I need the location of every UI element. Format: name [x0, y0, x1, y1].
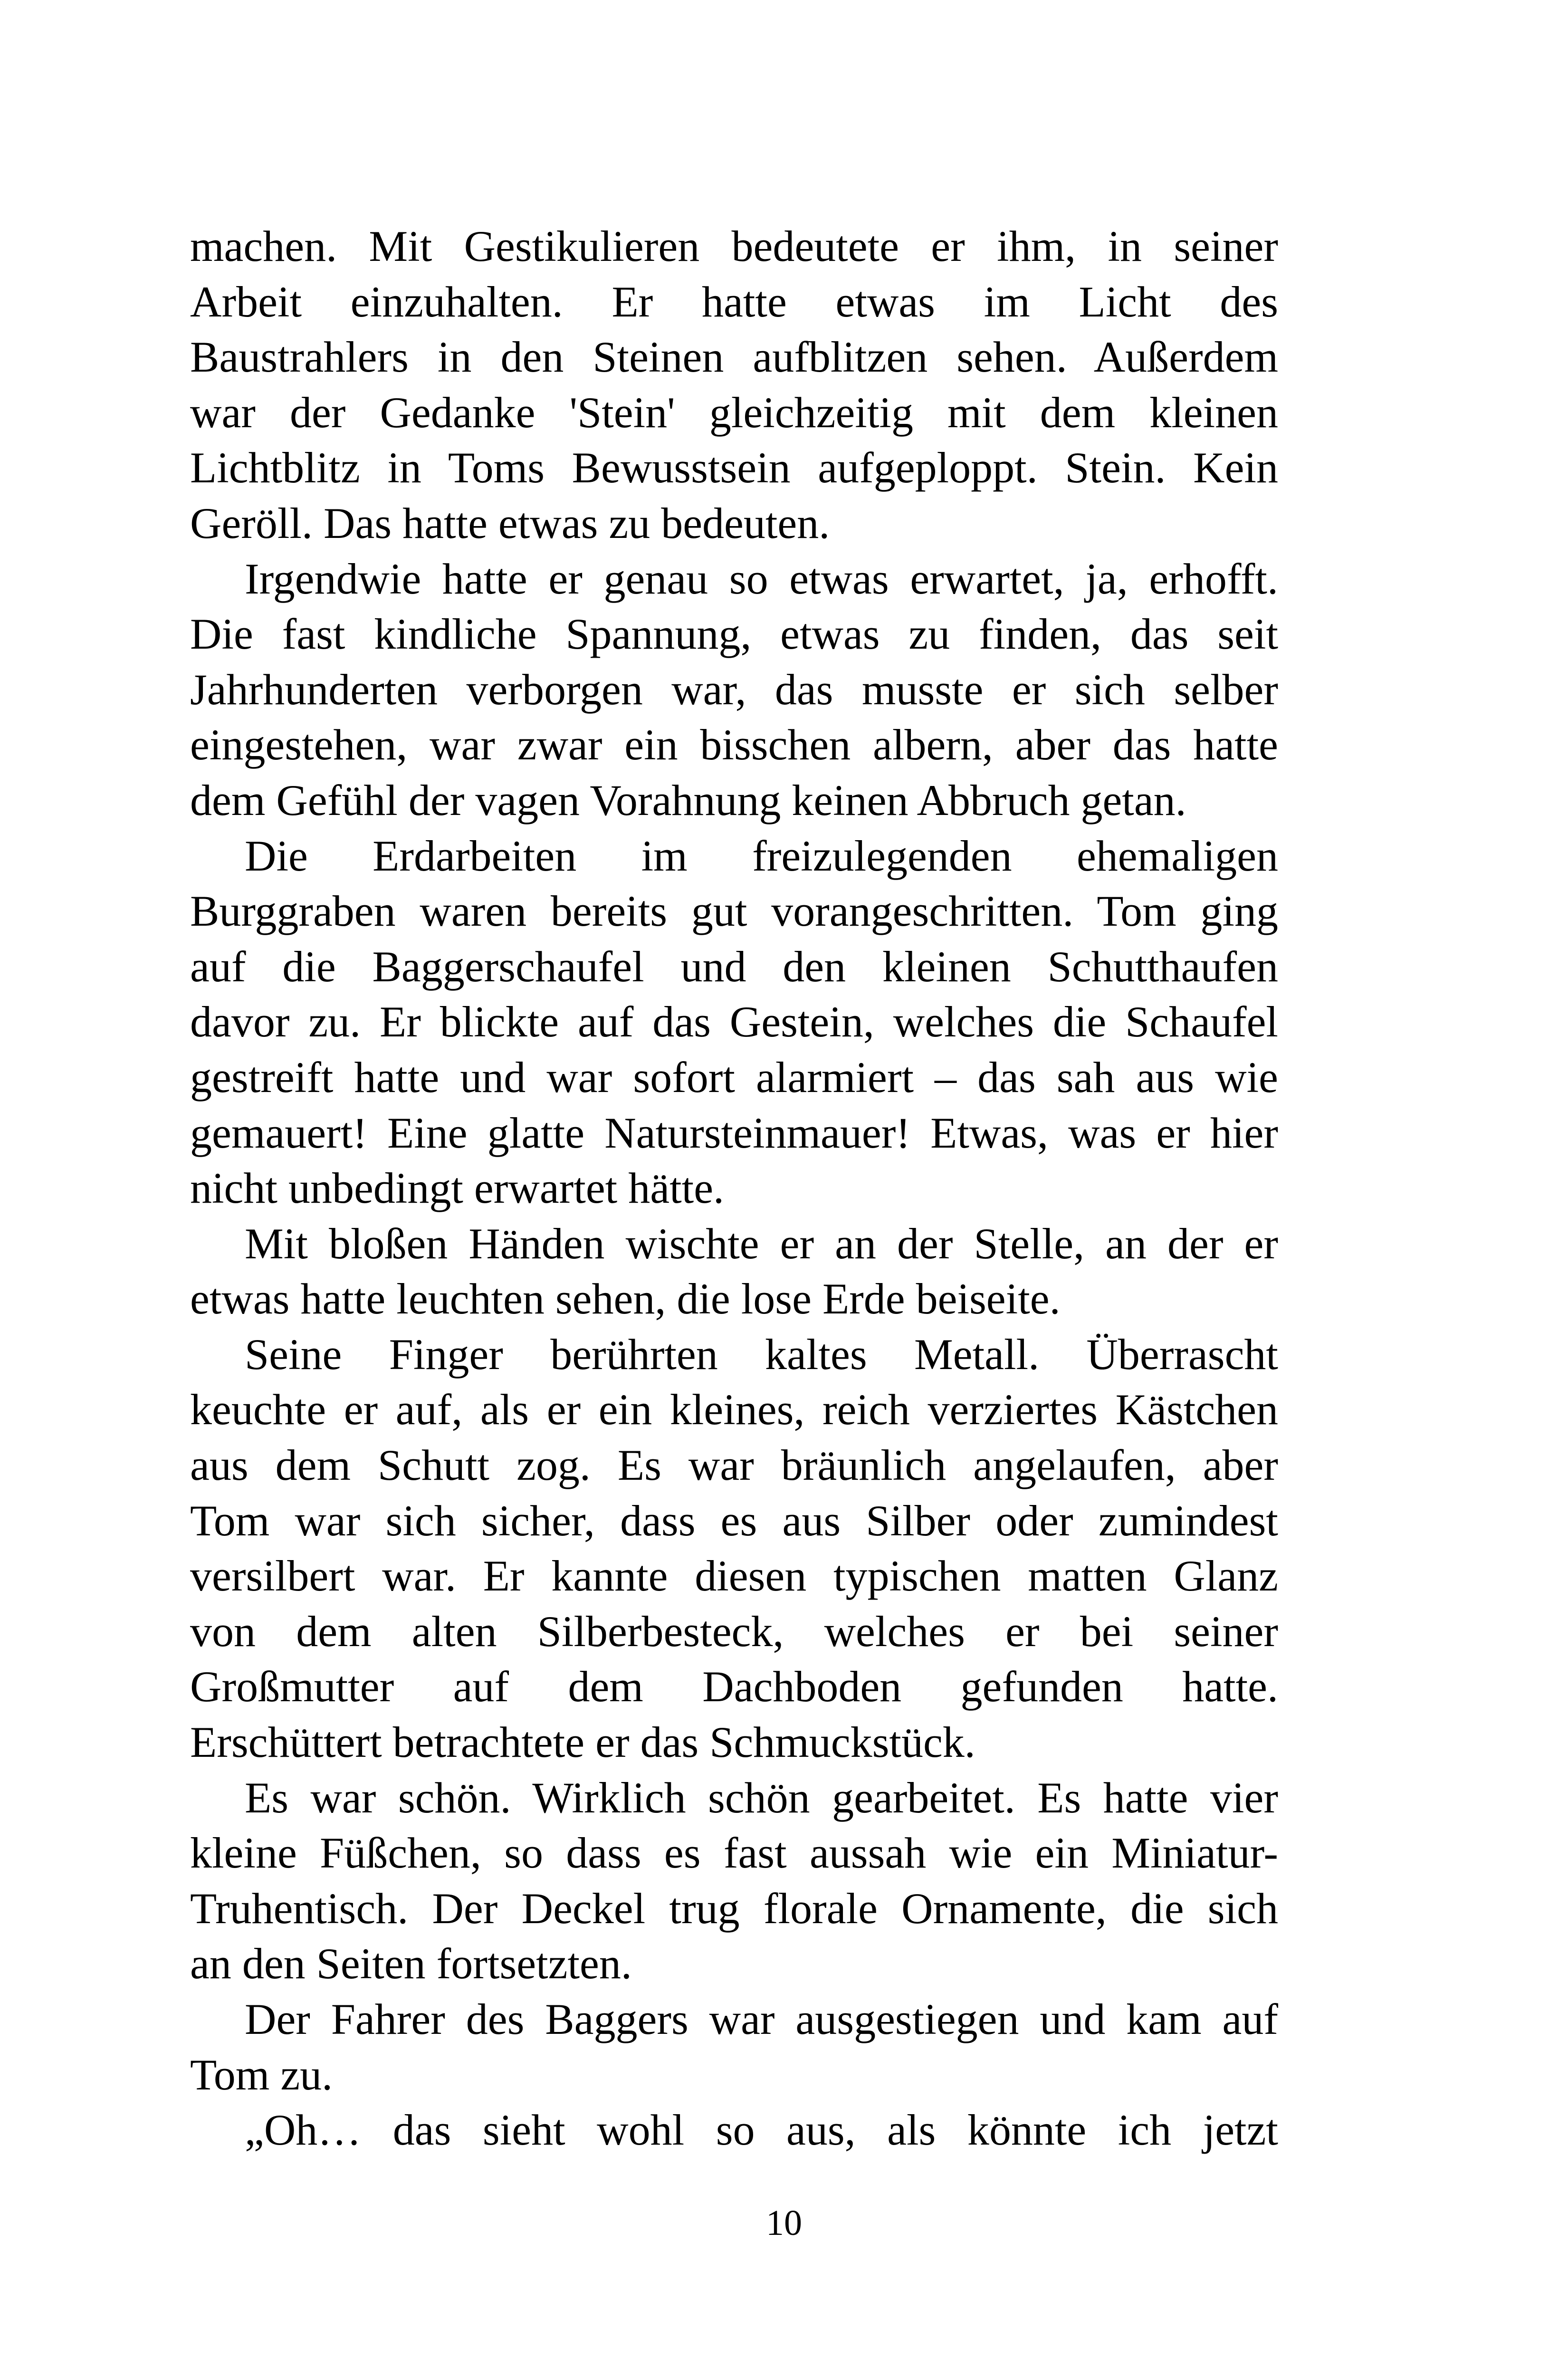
paragraph	[190, 1327, 1278, 1770]
paragraph	[190, 828, 1278, 1216]
text-line: „Oh… das sieht wohl so aus, als könnte ich jetzt	[245, 2106, 1278, 2155]
page-number: 10	[766, 2203, 802, 2243]
text-line: Erschüttert betrachtete er das Schmuckstück.	[190, 1718, 975, 1767]
text-line: von dem alten Silberbesteck, welches er bei seiner	[190, 1607, 1278, 1656]
text-line: Burggraben waren bereits gut vorangeschritten. Tom ging	[190, 887, 1278, 936]
text-line: Es war schön. Wirklich schön gearbeitet. Es hatte vier	[245, 1773, 1278, 1822]
body-text	[190, 219, 1278, 2158]
text-line: etwas hatte leuchten sehen, die lose Erde beiseite.	[190, 1274, 1061, 1323]
text-line: Geröll. Das hatte etwas zu bedeuten.	[190, 498, 830, 547]
text-line: Mit bloßen Händen wischte er an der Stelle, an der er	[245, 1219, 1278, 1268]
text-line: Der Fahrer des Baggers war ausgestiegen und kam auf	[245, 1995, 1278, 2043]
paragraph	[190, 1216, 1278, 1327]
text-line: war der Gedanke 'Stein' gleichzeitig mit dem kleinen	[190, 388, 1278, 437]
text-line: Arbeit einzuhalten. Er hatte etwas im Licht des	[190, 277, 1278, 326]
text-line: Jahrhunderten verborgen war, das musste er sich selber	[190, 665, 1278, 714]
text-line: dem Gefühl der vagen Vorahnung keinen Abbruch getan.	[190, 776, 1186, 824]
text-line: Tom zu.	[190, 2050, 333, 2099]
text-line: Truhentisch. Der Deckel trug florale Ornamente, die sich	[190, 1884, 1278, 1933]
text-line: Irgendwie hatte er genau so etwas erwartet, ja, erhofft.	[245, 554, 1278, 603]
text-line: auf die Baggerschaufel und den kleinen Schutthaufen	[190, 942, 1278, 991]
text-line: machen. Mit Gestikulieren bedeutete er ihm, in seiner	[190, 222, 1278, 270]
text-line: kleine Füßchen, so dass es fast aussah wie ein Miniatur-	[190, 1829, 1278, 1878]
text-line: Großmutter auf dem Dachboden gefunden hatte.	[190, 1662, 1278, 1711]
text-line: eingestehen, war zwar ein bisschen albern, aber das hatte	[190, 720, 1278, 769]
paragraph	[190, 219, 1278, 551]
paragraph	[190, 1992, 1278, 2102]
text-line: Lichtblitz in Toms Bewusstsein aufgeploppt. Stein. Kein	[190, 443, 1278, 492]
text-line: nicht unbedingt erwartet hätte.	[190, 1164, 725, 1213]
text-line: Baustrahlers in den Steinen aufblitzen sehen. Außerdem	[190, 333, 1278, 382]
paragraph	[190, 1770, 1278, 1992]
text-line: an den Seiten fortsetzten.	[190, 1939, 632, 1988]
text-line: davor zu. Er blickte auf das Gestein, welches die Schaufel	[190, 997, 1278, 1046]
text-line: gestreift hatte und war sofort alarmiert – das sah aus wie	[190, 1053, 1278, 1102]
text-line: Tom war sich sicher, dass es aus Silber oder zumindest	[190, 1496, 1278, 1545]
text-line: Die fast kindliche Spannung, etwas zu finden, das seit	[190, 610, 1278, 659]
text-line: keuchte er auf, als er ein kleines, reich verziertes Kästchen	[190, 1385, 1278, 1434]
text-line: Seine Finger berührten kaltes Metall. Überrascht	[245, 1330, 1278, 1379]
paragraph	[190, 2102, 1278, 2158]
text-line: Die Erdarbeiten im freizulegenden ehemaligen	[245, 831, 1278, 880]
text-line: aus dem Schutt zog. Es war bräunlich angelaufen, aber	[190, 1441, 1278, 1490]
paragraph	[190, 551, 1278, 828]
text-line: gemauert! Eine glatte Natursteinmauer! Etwas, was er hier	[190, 1108, 1278, 1157]
text-line: versilbert war. Er kannte diesen typischen matten Glanz	[190, 1552, 1278, 1600]
